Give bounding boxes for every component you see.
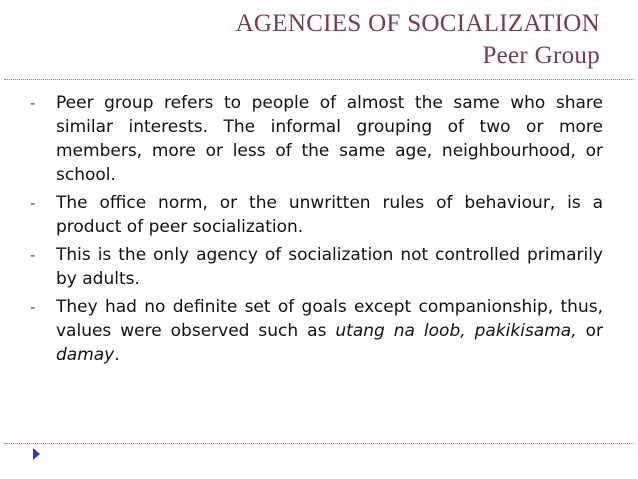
bullet-item: [30, 191, 603, 239]
italic-term-utang-na-loob: utang na loob,: [335, 321, 466, 341]
slide-title: [236, 8, 600, 72]
bullet-marker: -: [30, 194, 36, 212]
bullet-list: [30, 91, 603, 371]
bullet-text: Peer group refers to people of almost the same who share similar interests. The informal grouping of two or more members, more or less of the same age, neighbourhood, or school.: [56, 93, 603, 185]
title-main: AGENCIES OF SOCIALIZATION: [235, 10, 600, 37]
play-triangle-icon[interactable]: [33, 448, 40, 460]
bottom-divider: [4, 443, 634, 444]
bullet-text: This is the only agency of socialization not controlled primarily by adults.: [56, 245, 603, 289]
title-subtitle: Peer Group: [482, 42, 600, 69]
bullet-text-end: .: [114, 345, 120, 365]
bullet-item: [30, 91, 603, 187]
bullet-text-lead: They had no definite set of goals except companionship, thus, values were observed such as: [56, 297, 603, 341]
bullet-text-separator: [466, 321, 475, 341]
top-divider: [4, 79, 634, 80]
italic-term-damay: damay: [56, 345, 115, 365]
bullet-item: [30, 243, 603, 291]
bullet-marker: -: [30, 94, 36, 112]
bullet-text: The office norm, or the unwritten rules of behaviour, is a product of peer socialization.: [56, 193, 603, 237]
bullet-text: [56, 297, 603, 365]
bullet-marker: -: [30, 298, 36, 316]
bullet-item: [30, 295, 603, 367]
italic-term-pakikisama: pakikisama,: [474, 321, 577, 341]
bullet-text-separator: or: [576, 321, 603, 341]
bullet-marker: -: [30, 246, 36, 264]
